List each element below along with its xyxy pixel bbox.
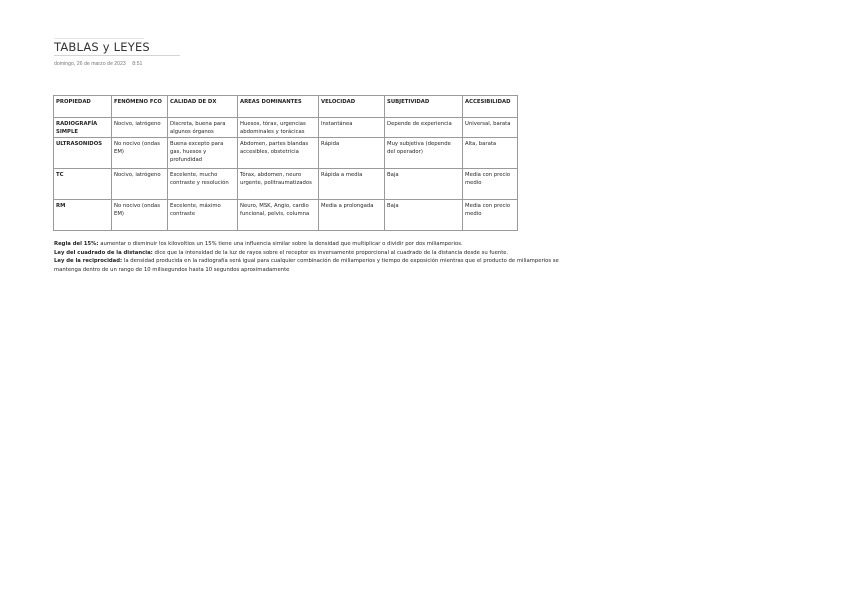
table-cell: Depende de experiencia (385, 118, 463, 138)
table-cell: Rápida (319, 138, 385, 169)
table-cell: Media con precio medio (463, 200, 518, 231)
header-cell: CALIDAD DE DX (168, 96, 238, 118)
table-cell: Tórax, abdomen, neuro urgente, politraumatizados (238, 169, 319, 200)
table-cell: Discreta, buena para algunos órganos (168, 118, 238, 138)
table-cell: Media a prolongada (319, 200, 385, 231)
table-cell: Baja (385, 169, 463, 200)
table-cell: Media con precio medio (463, 169, 518, 200)
table-cell: Excelente, máximo contraste (168, 200, 238, 231)
note-text: la densidad producida en la radiografía será igual para cualquier combinación de miliamperios y tiempo de exposición mientras que el producto de miliamperios se mantenga dentro de un rango de 10 milisegundos hasta 10 segundos aproximadamente (54, 258, 559, 274)
header-cell: VELOCIDAD (319, 96, 385, 118)
table-cell: Muy subjetiva (depende del operador) (385, 138, 463, 169)
header-cell: PROPIEDAD (54, 96, 112, 118)
table-cell: Huesos, tórax, urgencias abdominales y torácicas (238, 118, 319, 138)
table-cell: Excelente, mucho contraste y resolución (168, 169, 238, 200)
page-time: 8:51 (132, 61, 143, 67)
notes-section (54, 240, 574, 275)
note-text: dice que la intensidad de la luz de rayos sobre el receptor es inversamente proporcional al cuadrado de la distancia desde su fuente. (152, 249, 509, 256)
note-paragraph (54, 249, 574, 258)
row-label-cell: ULTRASONIDOS (54, 138, 112, 169)
table-row (54, 169, 518, 200)
table-cell: Instantánea (319, 118, 385, 138)
header-cell: FENÓMENO FCO (112, 96, 168, 118)
title-overline-divider (54, 38, 144, 39)
table-row (54, 138, 518, 169)
table-cell: Universal, barata (463, 118, 518, 138)
header-cell: ACCESIBILIDAD (463, 96, 518, 118)
table-cell: Nocivo, iatrógeno (112, 118, 168, 138)
table-cell: No nocivo (ondas EM) (112, 200, 168, 231)
note-text: aumentar o disminuir los kilovoltios un 15% tiene una influencia similar sobre la densidad que multiplicar o dividir por dos miliamperios. (98, 241, 463, 247)
table-cell: Neuro, MSK, Angio, cardio funcional, pelvis, columna (238, 200, 319, 231)
table-cell: Nocivo, iatrógeno (112, 169, 168, 200)
comparison-table (53, 95, 518, 231)
table-row (54, 200, 518, 231)
note-label: Ley del cuadrado de la distancia: (54, 249, 153, 256)
table-cell: Rápida a media (319, 169, 385, 200)
page-date: domingo, 26 de marzo de 2023 (54, 61, 126, 67)
note-paragraph (54, 257, 574, 274)
table-cell: No nocivo (ondas EM) (112, 138, 168, 169)
page-title: TABLAS y LEYES (54, 40, 150, 54)
header-cell: AREAS DOMINANTES (238, 96, 319, 118)
row-label-cell: TC (54, 169, 112, 200)
page-date-line (54, 61, 142, 67)
note-paragraph (54, 240, 574, 249)
row-label-cell: RM (54, 200, 112, 231)
table-row (54, 118, 518, 138)
row-label-cell: RADIOGRAFÍA SIMPLE (54, 118, 112, 138)
note-label: Regla del 15%: (54, 241, 99, 247)
table-header-row (54, 96, 518, 118)
header-cell: SUBJETIVIDAD (385, 96, 463, 118)
table-cell: Abdomen, partes blandas accesibles, obstetricia (238, 138, 319, 169)
note-label: Ley de la reciprocidad: (54, 258, 123, 265)
table-cell: Baja (385, 200, 463, 231)
table-cell: Alta, barata (463, 138, 518, 169)
title-divider (54, 55, 180, 56)
table-cell: Buena excepto para gas, huesos y profundidad (168, 138, 238, 169)
